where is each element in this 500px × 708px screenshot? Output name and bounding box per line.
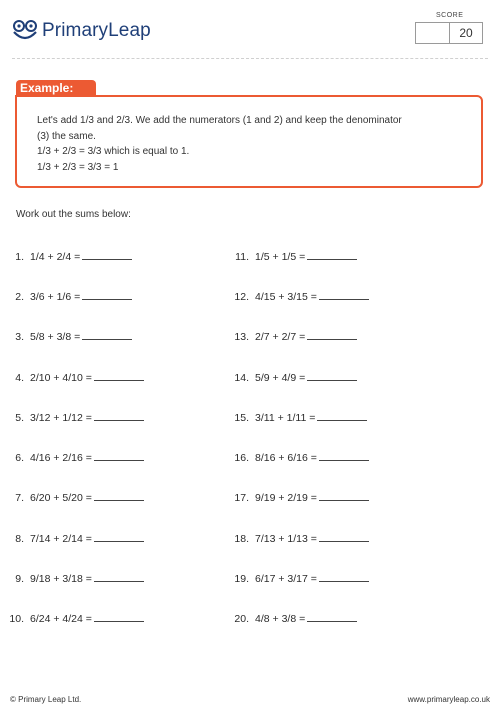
example-line: (3) the same. (37, 130, 96, 142)
question-number: 11. (235, 251, 249, 263)
score-input[interactable] (416, 23, 450, 43)
question-expression: 4/15 + 3/15 = (255, 291, 317, 303)
answer-line[interactable] (319, 533, 369, 542)
answer-line[interactable] (82, 291, 132, 300)
example-line: Let's add 1/3 and 2/3. We add the numerators (1 and 2) and keep the denominator (37, 115, 402, 126)
frog-logo-icon (12, 20, 38, 42)
question-expression: 5/9 + 4/9 = (255, 372, 306, 384)
question-expression: 8/16 + 6/16 = (255, 452, 317, 464)
question-expression: 6/17 + 3/17 = (255, 573, 317, 585)
question-number: 6. (15, 452, 24, 464)
question-expression: 5/8 + 3/8 = (30, 331, 81, 343)
question-number: 19. (234, 573, 249, 585)
answer-line[interactable] (319, 452, 369, 461)
question-number: 13. (234, 331, 249, 343)
footer-copyright: © Primary Leap Ltd. (10, 695, 82, 704)
question-expression: 7/13 + 1/13 = (255, 533, 317, 545)
question-number: 4. (15, 372, 24, 384)
logo (12, 20, 151, 42)
header-divider (12, 58, 488, 59)
question-item (0, 533, 144, 545)
question-item (0, 372, 144, 384)
example-line: 1/3 + 2/3 = 3/3 which is equal to 1. (37, 146, 190, 157)
page-header (0, 0, 500, 62)
question-item (225, 613, 357, 625)
answer-line[interactable] (94, 613, 144, 622)
answer-line[interactable] (307, 251, 357, 260)
footer-website-link[interactable]: www.primaryleap.co.uk (407, 695, 490, 704)
question-expression: 2/10 + 4/10 = (30, 372, 92, 384)
question-number: 7. (15, 492, 24, 504)
question-item (225, 372, 357, 384)
question-item (225, 331, 357, 343)
answer-line[interactable] (307, 613, 357, 622)
question-item (0, 492, 144, 504)
answer-line[interactable] (94, 452, 144, 461)
answer-line[interactable] (307, 372, 357, 381)
question-expression: 2/7 + 2/7 = (255, 331, 306, 343)
question-number: 20. (234, 613, 249, 625)
question-number: 5. (15, 412, 24, 424)
question-expression: 9/19 + 2/19 = (255, 492, 317, 504)
question-number: 17. (234, 492, 249, 504)
answer-line[interactable] (94, 492, 144, 501)
question-item (0, 331, 132, 343)
answer-line[interactable] (94, 573, 144, 582)
question-number: 15. (234, 412, 249, 424)
answer-line[interactable] (319, 492, 369, 501)
question-item (0, 412, 144, 424)
answer-line[interactable] (307, 331, 357, 340)
score-label: SCORE (436, 12, 464, 19)
answer-line[interactable] (319, 291, 369, 300)
question-expression: 4/16 + 2/16 = (30, 452, 92, 464)
question-item (225, 573, 369, 585)
question-item (0, 251, 132, 263)
question-expression: 9/18 + 3/18 = (30, 573, 92, 585)
question-number: 18. (234, 533, 249, 545)
answer-line[interactable] (317, 412, 367, 421)
question-number: 8. (15, 533, 24, 545)
question-expression: 1/4 + 2/4 = (30, 251, 81, 263)
instruction-text: Work out the sums below: (16, 209, 131, 220)
question-item (225, 291, 369, 303)
question-number: 14. (234, 372, 249, 384)
example-text (37, 113, 457, 175)
question-expression: 3/6 + 1/6 = (30, 291, 81, 303)
score-box (415, 22, 483, 44)
question-expression: 4/8 + 3/8 = (255, 613, 306, 625)
question-item (225, 452, 369, 464)
brand-name: PrimaryLeap (42, 20, 151, 41)
question-expression: 6/24 + 4/24 = (30, 613, 92, 625)
question-number: 9. (15, 573, 24, 585)
answer-line[interactable] (94, 412, 144, 421)
score-total: 20 (459, 26, 473, 40)
answer-line[interactable] (94, 372, 144, 381)
question-expression: 6/20 + 5/20 = (30, 492, 92, 504)
question-item (0, 613, 144, 625)
question-number: 16. (234, 452, 249, 464)
question-item (225, 492, 369, 504)
question-expression: 3/11 + 1/11 = (255, 412, 316, 424)
question-number: 2. (15, 291, 24, 303)
question-number: 1. (15, 251, 24, 263)
question-expression: 7/14 + 2/14 = (30, 533, 92, 545)
question-number: 10. (9, 613, 24, 625)
question-item (225, 412, 367, 424)
answer-line[interactable] (94, 533, 144, 542)
question-number: 12. (234, 291, 249, 303)
question-item (0, 291, 132, 303)
question-number: 3. (15, 331, 24, 343)
question-item (225, 533, 369, 545)
answer-line[interactable] (319, 573, 369, 582)
question-item (225, 251, 357, 263)
question-item (0, 452, 144, 464)
question-item (0, 573, 144, 585)
example-line: 1/3 + 2/3 = 3/3 = 1 (37, 161, 119, 173)
example-box (15, 95, 483, 188)
answer-line[interactable] (82, 251, 132, 260)
question-expression: 3/12 + 1/12 = (30, 412, 92, 424)
answer-line[interactable] (82, 331, 132, 340)
question-expression: 1/5 + 1/5 = (255, 251, 306, 263)
example-title: Example: (16, 80, 96, 97)
